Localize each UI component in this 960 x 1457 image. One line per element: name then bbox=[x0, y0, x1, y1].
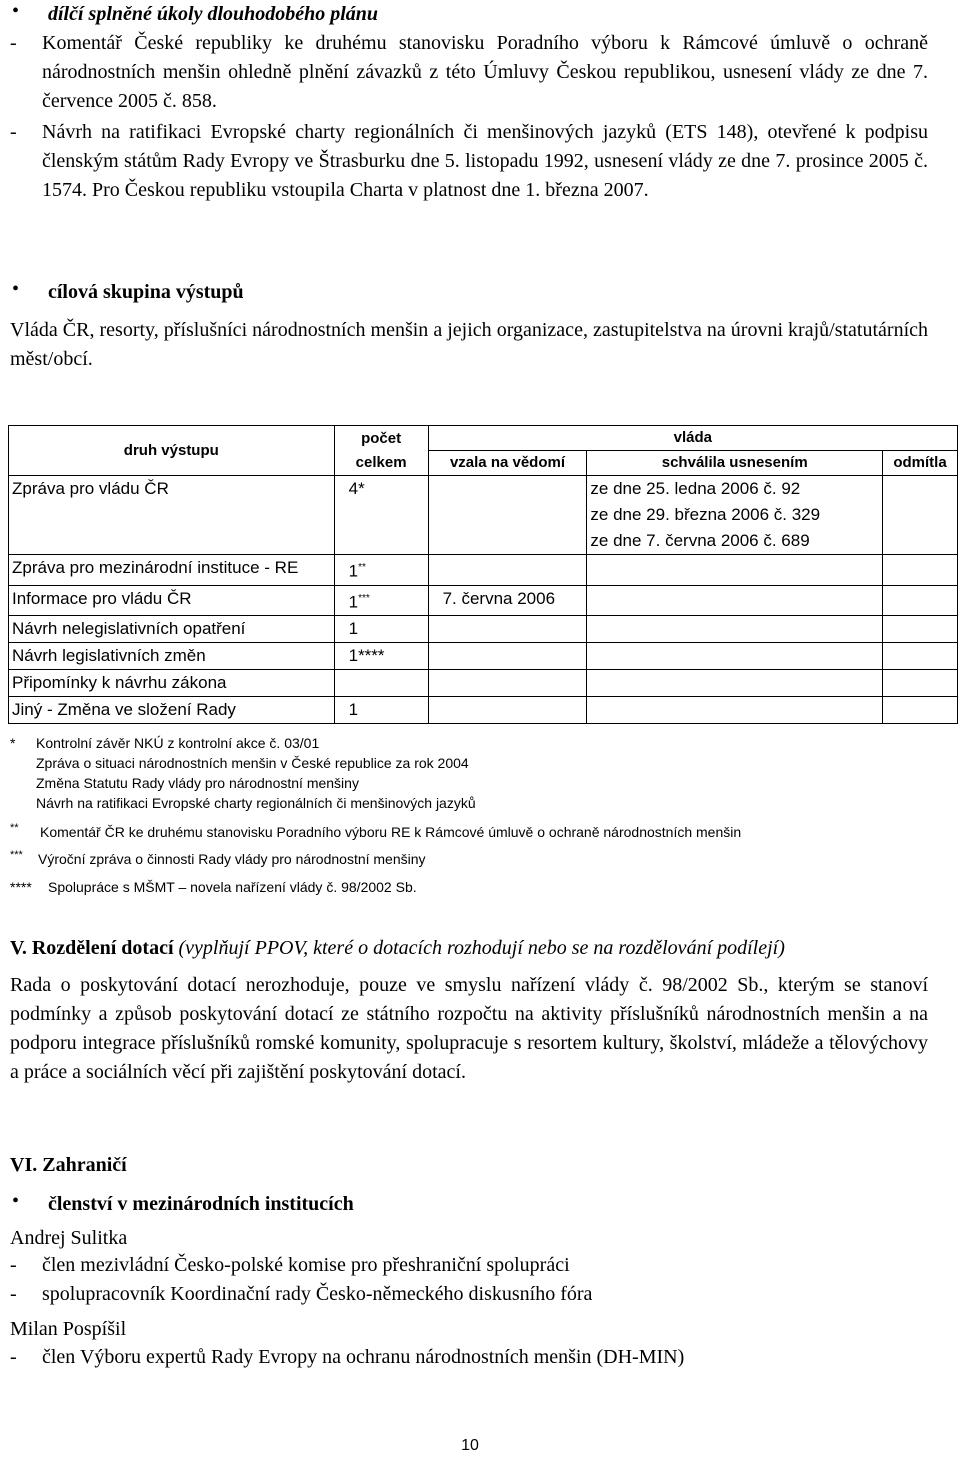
cell-count bbox=[334, 670, 428, 697]
list-item bbox=[10, 29, 928, 116]
table-row bbox=[9, 585, 958, 616]
approved-line: ze dne 25. ledna 2006 č. 92 bbox=[590, 479, 801, 498]
cell-count bbox=[334, 555, 428, 586]
cell-rejected bbox=[883, 476, 958, 555]
target-group-text: Vláda ČR, resorty, příslušníci národnostních menšin a jejich organizace, zastupitelstva na úrovni krajů/statutárních měst/obcí. bbox=[10, 319, 928, 370]
approved-line: ze dne 29. března 2006 č. 329 bbox=[590, 505, 821, 524]
footnote-mark: *** bbox=[10, 849, 23, 861]
cell-noted bbox=[428, 697, 587, 724]
cell-approved bbox=[587, 643, 883, 670]
table-row bbox=[9, 616, 958, 643]
cell-count: 4* bbox=[334, 476, 428, 555]
footnote-line: Kontrolní závěr NKÚ z kontrolní akce č. 03/01 bbox=[36, 735, 320, 751]
dash-marker: - bbox=[10, 121, 17, 143]
list-item bbox=[10, 1280, 928, 1309]
cell-count bbox=[334, 585, 428, 616]
cell-noted bbox=[428, 670, 587, 697]
page-number: 10 bbox=[461, 1437, 479, 1454]
footnote-line: Zpráva o situaci národnostních menšin v České republice za rok 2004 bbox=[36, 755, 469, 771]
bullet-icon: • bbox=[12, 278, 20, 300]
section-title: V. Rozdělení dotací bbox=[10, 937, 174, 959]
section-subtitle: (vyplňují PPOV, které o dotacích rozhodují nebo se na rozdělování podílejí) bbox=[178, 937, 785, 959]
cell-noted: 7. června 2006 bbox=[428, 585, 587, 616]
cell-rejected bbox=[883, 555, 958, 586]
cell-approved bbox=[587, 476, 883, 555]
outputs-table bbox=[8, 425, 958, 724]
footnote-line: Návrh na ratifikaci Evropské charty regionálních či menšinových jazyků bbox=[36, 795, 476, 811]
cell-noted bbox=[428, 616, 587, 643]
footnote-mark: * bbox=[10, 735, 16, 751]
cell-approved bbox=[587, 585, 883, 616]
cell-rejected bbox=[883, 670, 958, 697]
table-row bbox=[9, 670, 958, 697]
cell-type: Informace pro vládu ČR bbox=[9, 585, 335, 616]
bullet-heading-tasks: dílčí splněné úkoly dlouhodobého plánu bbox=[48, 3, 379, 25]
dash-marker: - bbox=[10, 1254, 17, 1276]
bullet-icon: • bbox=[12, 1190, 20, 1212]
count-footnote-mark: *** bbox=[358, 592, 370, 604]
cell-type: Návrh legislativních změn bbox=[9, 643, 335, 670]
cell-approved bbox=[587, 697, 883, 724]
footnote-text: Spolupráce s MŠMT – novela nařízení vlády č. 98/2002 Sb. bbox=[48, 879, 417, 895]
cell-type: Návrh nelegislativních opatření bbox=[9, 616, 335, 643]
cell-rejected bbox=[883, 616, 958, 643]
list-item bbox=[10, 1251, 928, 1280]
person-name: Andrej Sulitka bbox=[10, 1227, 128, 1249]
footnote-mark: **** bbox=[10, 879, 32, 895]
cell-count: 1 bbox=[334, 697, 428, 724]
list-item-text: Návrh na ratifikaci Evropské charty regionálních či menšinových jazyků (ETS 148), otevřené k podpisu členským státům Rady Evropy ve Štrasburku dne 5. listopadu 1992, usnesení vlády ze dne 7. prosince 2005 č. 1574. Pro Českou republiku vstoupila Charta v platnost dne 1. března 2007. bbox=[42, 121, 928, 201]
cell-approved bbox=[587, 670, 883, 697]
table-row bbox=[9, 476, 958, 555]
count-value: 1 bbox=[348, 592, 359, 612]
table-row bbox=[9, 643, 958, 670]
header-approved: schválila usnesením bbox=[587, 451, 883, 476]
cell-noted bbox=[428, 643, 587, 670]
cell-approved bbox=[587, 616, 883, 643]
cell-noted bbox=[428, 476, 587, 555]
bullet-icon: • bbox=[12, 0, 20, 22]
list-item bbox=[10, 118, 928, 205]
list-item-text: Komentář České republiky ke druhému stanovisku Poradního výboru k Rámcové úmluvě o ochraně národnostních menšin ohledně plnění závazků z této Úmluvy Českou republikou, usnesení vlády ze dne 7. července 2005 č. 858. bbox=[42, 32, 928, 112]
header-government: vláda bbox=[428, 426, 957, 451]
cell-type: Zpráva pro mezinárodní instituce - RE bbox=[9, 555, 335, 586]
cell-rejected bbox=[883, 643, 958, 670]
bullet-heading-membership: členství v mezinárodních institucích bbox=[48, 1193, 354, 1215]
footnote-text: Komentář ČR ke druhému stanovisku Poradního výboru RE k Rámcové úmluvě o ochraně národnostních menšin bbox=[40, 824, 742, 840]
table-row bbox=[9, 555, 958, 586]
cell-type: Zpráva pro vládu ČR bbox=[9, 476, 335, 555]
bullet-heading-target: cílová skupina výstupů bbox=[48, 281, 244, 303]
cell-noted bbox=[428, 555, 587, 586]
cell-type: Připomínky k návrhu zákona bbox=[9, 670, 335, 697]
footnote-line: Změna Statutu Rady vlády pro národnostní menšiny bbox=[36, 775, 359, 791]
cell-count: 1 bbox=[334, 616, 428, 643]
table-row bbox=[9, 697, 958, 724]
cell-approved bbox=[587, 555, 883, 586]
count-footnote-mark: ** bbox=[358, 562, 366, 573]
section-heading-vi: VI. Zahraničí bbox=[10, 1154, 127, 1176]
list-item-text: spolupracovník Koordinační rady Česko-německého diskusního fóra bbox=[42, 1283, 593, 1305]
list-item-text: člen mezivládní Česko-polské komise pro přeshraniční spolupráci bbox=[42, 1254, 570, 1276]
dash-marker: - bbox=[10, 1346, 17, 1368]
dash-marker: - bbox=[10, 1283, 17, 1305]
cell-type: Jiný - Změna ve složení Rady bbox=[9, 697, 335, 724]
dash-marker: - bbox=[10, 32, 17, 54]
approved-line: ze dne 7. června 2006 č. 689 bbox=[590, 531, 810, 550]
person-name: Milan Pospíšil bbox=[10, 1318, 127, 1340]
list-item bbox=[10, 1343, 928, 1372]
header-output-type: druh výstupu bbox=[9, 426, 335, 476]
footnote-mark: ** bbox=[10, 822, 19, 834]
cell-count: 1**** bbox=[334, 643, 428, 670]
header-rejected: odmítla bbox=[883, 451, 958, 476]
footnote-text bbox=[36, 733, 476, 813]
count-value: 1 bbox=[348, 561, 359, 581]
header-total-count: počet celkem bbox=[334, 426, 428, 476]
header-noted: vzala na vědomí bbox=[428, 451, 587, 476]
section-v-text: Rada o poskytování dotací nerozhoduje, pouze ve smyslu nařízení vlády č. 98/2002 Sb., kterým se stanoví podmínky a způsob poskytování dotací ze státního rozpočtu na aktivity příslušníků národnostních menšin a na podporu integrace příslušníků romské komunity, spolupracuje s resortem kultury, školství, mládeže a tělovýchovy a práce a sociálních věcí při zajištění poskytování dotací. bbox=[10, 974, 928, 1083]
footnote-text: Výroční zpráva o činnosti Rady vlády pro národnostní menšiny bbox=[38, 851, 426, 867]
section-heading-v bbox=[10, 934, 785, 963]
cell-rejected bbox=[883, 697, 958, 724]
list-item-text: člen Výboru expertů Rady Evropy na ochranu národnostních menšin (DH-MIN) bbox=[42, 1346, 685, 1368]
cell-rejected bbox=[883, 585, 958, 616]
